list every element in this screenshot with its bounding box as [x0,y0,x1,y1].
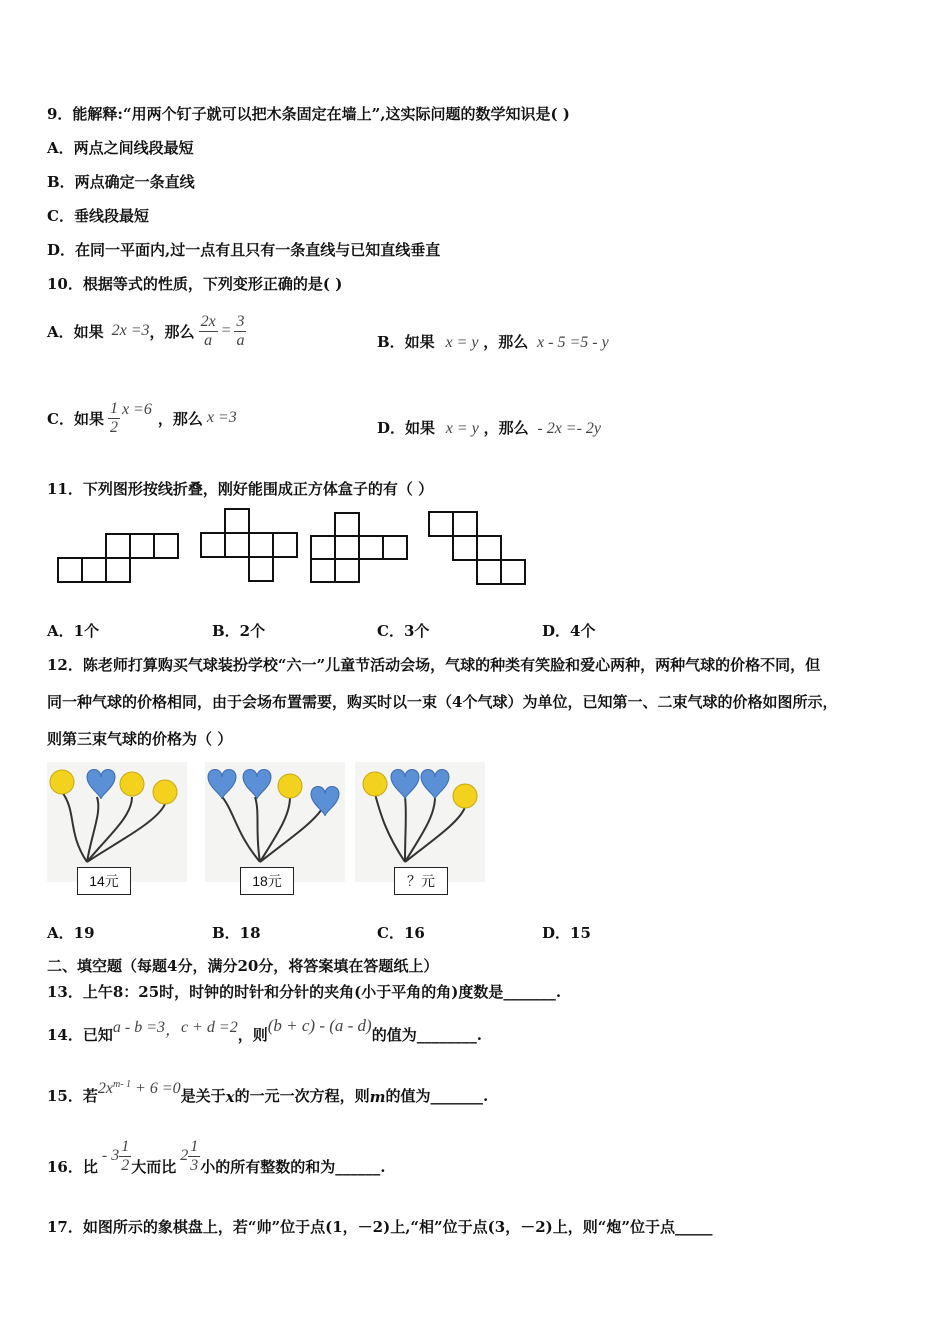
q14-eq1: a - b =3 [112,1019,165,1036]
q10-option-a [47,306,246,356]
q14-sep: ， [165,1021,182,1039]
cube-net-2 [200,507,302,583]
q16-mid: 大而比 [131,1157,177,1176]
q15-var-m: m [369,1088,386,1106]
q16-whole-2: 2 [180,1147,189,1164]
q10-option-d [377,417,601,438]
q10-b-result: x - 5 =5 - y [537,334,609,351]
q10-d-result: - 2x =- 2y [537,420,602,437]
q10-c-label: C．如果 [47,409,104,428]
q12-stem-line-1: 12．陈老师打算购买气球装扮学校“六一”儿童节活动会场，气球的种类有笑脸和爱心两种，两种气球的价格不同，但 [47,656,821,674]
q9-option-d: D．在同一平面内,过一点有且只有一条直线与已知直线垂直 [47,241,441,259]
q10-b-cond: x = y [445,334,479,351]
q11-option-b: B．2个 [212,622,266,640]
q10-a-num-r: 3 [236,312,245,330]
q12-stem-line-3: 则第三束气球的价格为（ ） [47,730,233,748]
q16-pre: 16．比 [47,1157,98,1176]
q17-text: 17．如图所示的象棋盘上，若“帅”位于点(1，－2)上,“相”位于点(3，－2)上，则“炮”位于点_____ [47,1218,713,1236]
q10-a-frac-left [199,313,218,350]
q10-a-then: ，那么 [149,322,195,341]
q15-post1: 是关于 [180,1087,226,1105]
cube-net-1 [57,532,183,584]
q14-pre: 14．已知 [47,1025,113,1044]
q10-c-den: 2 [109,418,118,436]
q10-a-den-r: a [236,331,245,349]
q16-den-1: 2 [121,1156,130,1174]
q15-post3: 的值为_______. [385,1087,489,1105]
q9-option-b: B．两点确定一条直线 [47,173,195,191]
balloon-price-1: 14元 [77,867,131,895]
q12-option-b: B．18 [212,924,261,942]
q12-option-c: C．16 [377,924,425,942]
q13-text: 13．上午8：25时，时钟的时针和分针的夹角(小于平角的角)度数是_______. [47,983,562,1001]
q16 [47,1131,385,1181]
q16-whole-1: - 3 [101,1147,120,1164]
q10-a-den-l: a [204,331,213,349]
q15-pre: 15．若 [47,1087,98,1105]
q14-post: 的值为________. [371,1025,482,1044]
q10-option-c [47,393,237,443]
q10-a-cond: 2x =3 [111,322,150,339]
q10-b-then: ，那么 [483,333,529,351]
q16-frac-2 [188,1138,200,1175]
q15-post2: 的一元一次方程，则 [234,1087,370,1105]
q11-option-a: A．1个 [47,622,100,640]
q11-option-c: C．3个 [377,622,430,640]
q10-d-then: ，那么 [483,419,529,437]
q10-d-cond: x = y [445,420,479,437]
q10-option-b [377,331,609,352]
q15-var-x: x [225,1088,235,1106]
q9-stem: 9．能解释:“用两个钉子就可以把木条固定在墙上”,这实际问题的数学知识是( ) [47,105,570,123]
balloon-price-2: 18元 [240,867,294,895]
q10-d-label: D．如果 [377,419,436,437]
cube-net-3 [310,511,410,585]
q16-frac-1 [119,1138,131,1175]
q10-stem: 10．根据等式的性质，下列变形正确的是( ) [47,275,343,293]
q10-c-cond-tail: x =6 [121,401,152,418]
q16-den-2: 3 [190,1156,199,1174]
q12-option-a: A．19 [47,924,95,942]
q10-a-eq: = [220,322,232,339]
q15 [47,1072,488,1112]
q16-post: 小的所有整数的和为______. [200,1157,386,1176]
q14-eq2: c + d =2 [181,1019,238,1036]
q15-tail: + 6 =0 [131,1080,181,1097]
balloon-bunch-2 [205,762,345,882]
section-2-title: 二、填空题（每题4分，满分20分，将答案填在答题纸上） [47,957,439,975]
q10-c-result: x =3 [206,409,237,426]
cube-net-4 [428,510,530,586]
q10-c-then: ，那么 [157,409,203,428]
q10-c-num: 1 [109,399,118,417]
q10-a-num-l: 2x [200,312,216,330]
q15-exp: m- 1 [112,1079,132,1090]
q11-stem: 11．下列图形按线折叠，刚好能围成正方体盒子的有（ ） [47,480,434,498]
q16-num-2: 1 [190,1137,199,1155]
balloon-price-3: ？元 [394,867,448,895]
q12-option-d: D．15 [542,924,591,942]
q14-expr: (b + c) - (a - d) [267,1016,372,1035]
q9-option-a: A．两点之间线段最短 [47,139,194,157]
balloon-bunch-1 [47,762,187,882]
q10-a-frac-right [234,313,246,350]
q11-option-d: D．4个 [542,622,596,640]
q10-a-label: A．如果 [47,322,104,341]
q14-mid: ，则 [237,1025,268,1044]
q15-base: 2x [97,1080,113,1097]
q14 [47,1017,482,1051]
q10-b-label: B．如果 [377,333,435,351]
balloon-bunch-3 [355,762,485,882]
q16-num-1: 1 [121,1137,130,1155]
q12-stem-line-2: 同一种气球的价格相同，由于会场布置需要，购买时以一束（4个气球）为单位，已知第一、二束气球的价格如图所示， [47,693,838,711]
q15-equation [98,1079,181,1098]
q9-option-c: C．垂线段最短 [47,207,149,225]
q10-c-frac [108,400,120,437]
